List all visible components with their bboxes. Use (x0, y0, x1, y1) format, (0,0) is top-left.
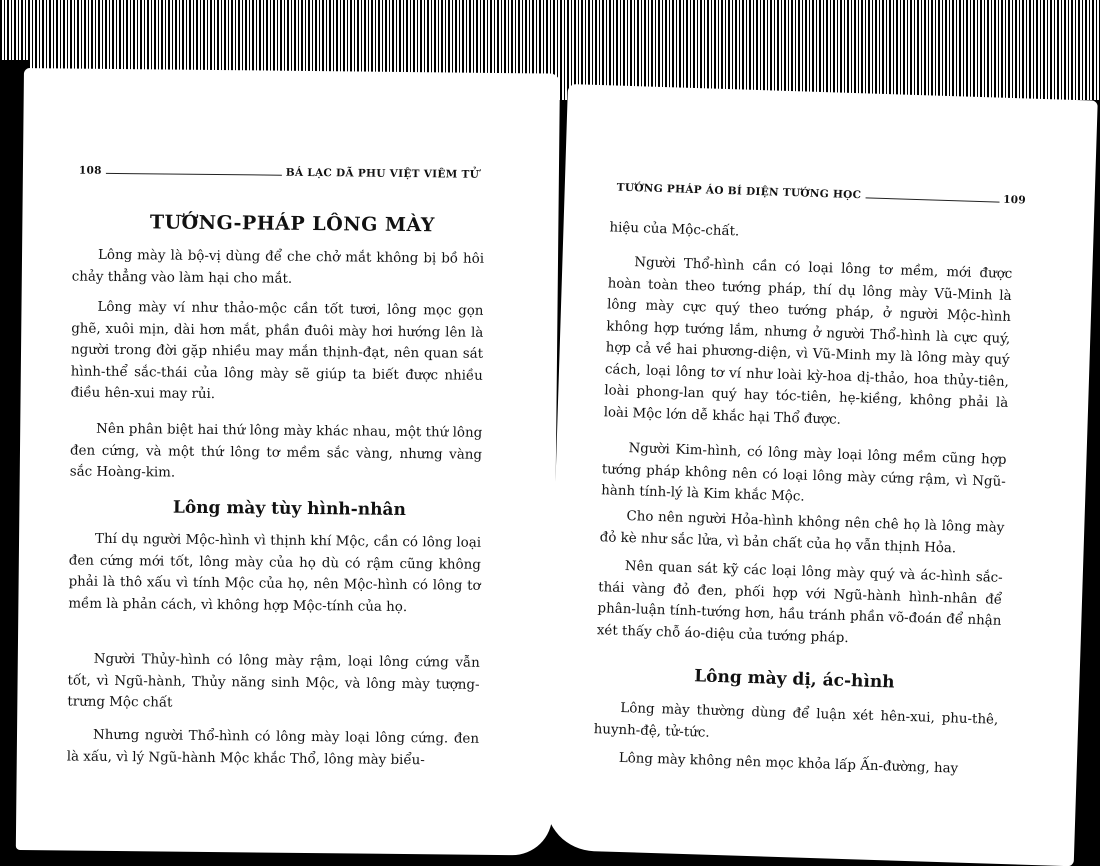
paragraph: Cho nên người Hỏa-hình không nên chê họ là lông mày đỏ kè như sắc lửa, vì bản chất của họ vẫn thịnh Hỏa. (599, 509, 1005, 556)
chapter-title: TƯỚNG-PHÁP LÔNG MÀY (149, 211, 435, 237)
header-rule (106, 173, 282, 176)
right-page (544, 84, 1098, 866)
paragraph: Nên phân biệt hai thứ lông mày khác nhau, một thứ lông đen cứng, và một thứ lông tơ mềm sắc vàng, nhưng vàng sắc Hoàng-kim. (69, 421, 483, 481)
paragraph: Thí dụ người Mộc-hình vì thịnh khí Mộc, cần có lông loại đen cứng mới tốt, lông mày của họ dù có rậm cũng không phải là thô xấu vì tính Mộc của họ, nên Mộc-hình có lông tơ mềm là phản cách, vì không hợp Mộc-tính của họ. (68, 531, 482, 615)
paragraph: Lông mày là bộ-vị dùng để che chở mắt không bị bồ hôi chảy thẳng vào làm hại cho mắt. (71, 247, 485, 287)
right-page-number: 109 (1002, 193, 1027, 207)
header-rule (865, 197, 999, 202)
left-page (16, 68, 560, 856)
right-running-header (617, 182, 1027, 207)
paragraph: Nên quan sát kỹ các loại lông mày quý và ác-hình sắc-thái vàng đỏ đen, phối hợp với Ngũ-hành hình-nhân để phân-luận tính-tướng hơn, hầu tránh phần võ-đoán để nhận xét thấy chỗ áo-diệu của tướng pháp. (596, 559, 1003, 646)
continuation-line: hiệu của Mộc-chất. (609, 220, 740, 240)
left-running-title: BÁ LẠC DÃ PHU VIỆT VIÊM TỬ (285, 166, 480, 181)
left-running-header (79, 165, 479, 181)
right-running-title: TƯỚNG PHÁP ÁO BÍ DIỆN TƯỚNG HỌC (616, 181, 862, 202)
paragraph: Lông mày không nên mọc khỏa lấp Ấn-đường, hay (618, 750, 959, 777)
section-title: Lông mày dị, ác-hình (693, 666, 895, 693)
paragraph: Người Thủy-hình có lông mày rậm, loại lông cứng vẫn tốt, vì Ngũ-hành, Thủy năng sinh Mộc, và lông mày tượng-trưng Mộc chất (67, 651, 480, 711)
paragraph: Người Kim-hình, có lông mày loại lông mềm cũng hợp tướng pháp không nên có loại lông mày cứng rậm, vì Ngũ-hành tính-lý là Kim khắc Mộc. (601, 441, 1007, 505)
paragraph: Người Thổ-hình cần có loại lông tơ mềm, mới được hoàn toàn theo tướng pháp, thí dụ lông mày Vũ-Minh là lông mày cực quý theo tướng pháp, ở người Mộc-hình không hợp tướng lắm, nhưng ở người Thổ-hình là cực quý, hợp cả về hai phương-diện, vì Vũ-Minh my là lông mày quý cách, loại lông tơ ví như loài kỳ-hoa dị-thảo, hoa thủy-tiên, loài phong-lan quý hay tóc-tiên, hẹ-kiềng, không phải là loài Mộc lớn dễ khắc hại Thổ được. (603, 255, 1013, 428)
section-title: Lông mày tùy hình-nhân (172, 497, 406, 521)
paragraph: Nhưng người Thổ-hình có lông mày loại lông cứng. đen là xấu, vì lý Ngũ-hành Mộc khắc Thổ, lông mày biểu- (66, 727, 480, 768)
paragraph: Lông mày thường dùng để luận xét hên-xui, phu-thê, huynh-đệ, tử-tức. (593, 700, 999, 741)
paragraph: Lông mày ví như thảo-mộc cần tốt tươi, lông mọc gọn ghẽ, xuôi mịn, dài hơn mắt, phần đuôi mày hơi hướng lên là người trong đời gặp nhiều may mắn thịnh-đạt, nên quan sát hình-thể sắc-thái của lông mày sẽ giúp ta biết được nhiều điều hên-xui may rủi. (70, 299, 484, 403)
left-page-number: 108 (78, 164, 102, 177)
